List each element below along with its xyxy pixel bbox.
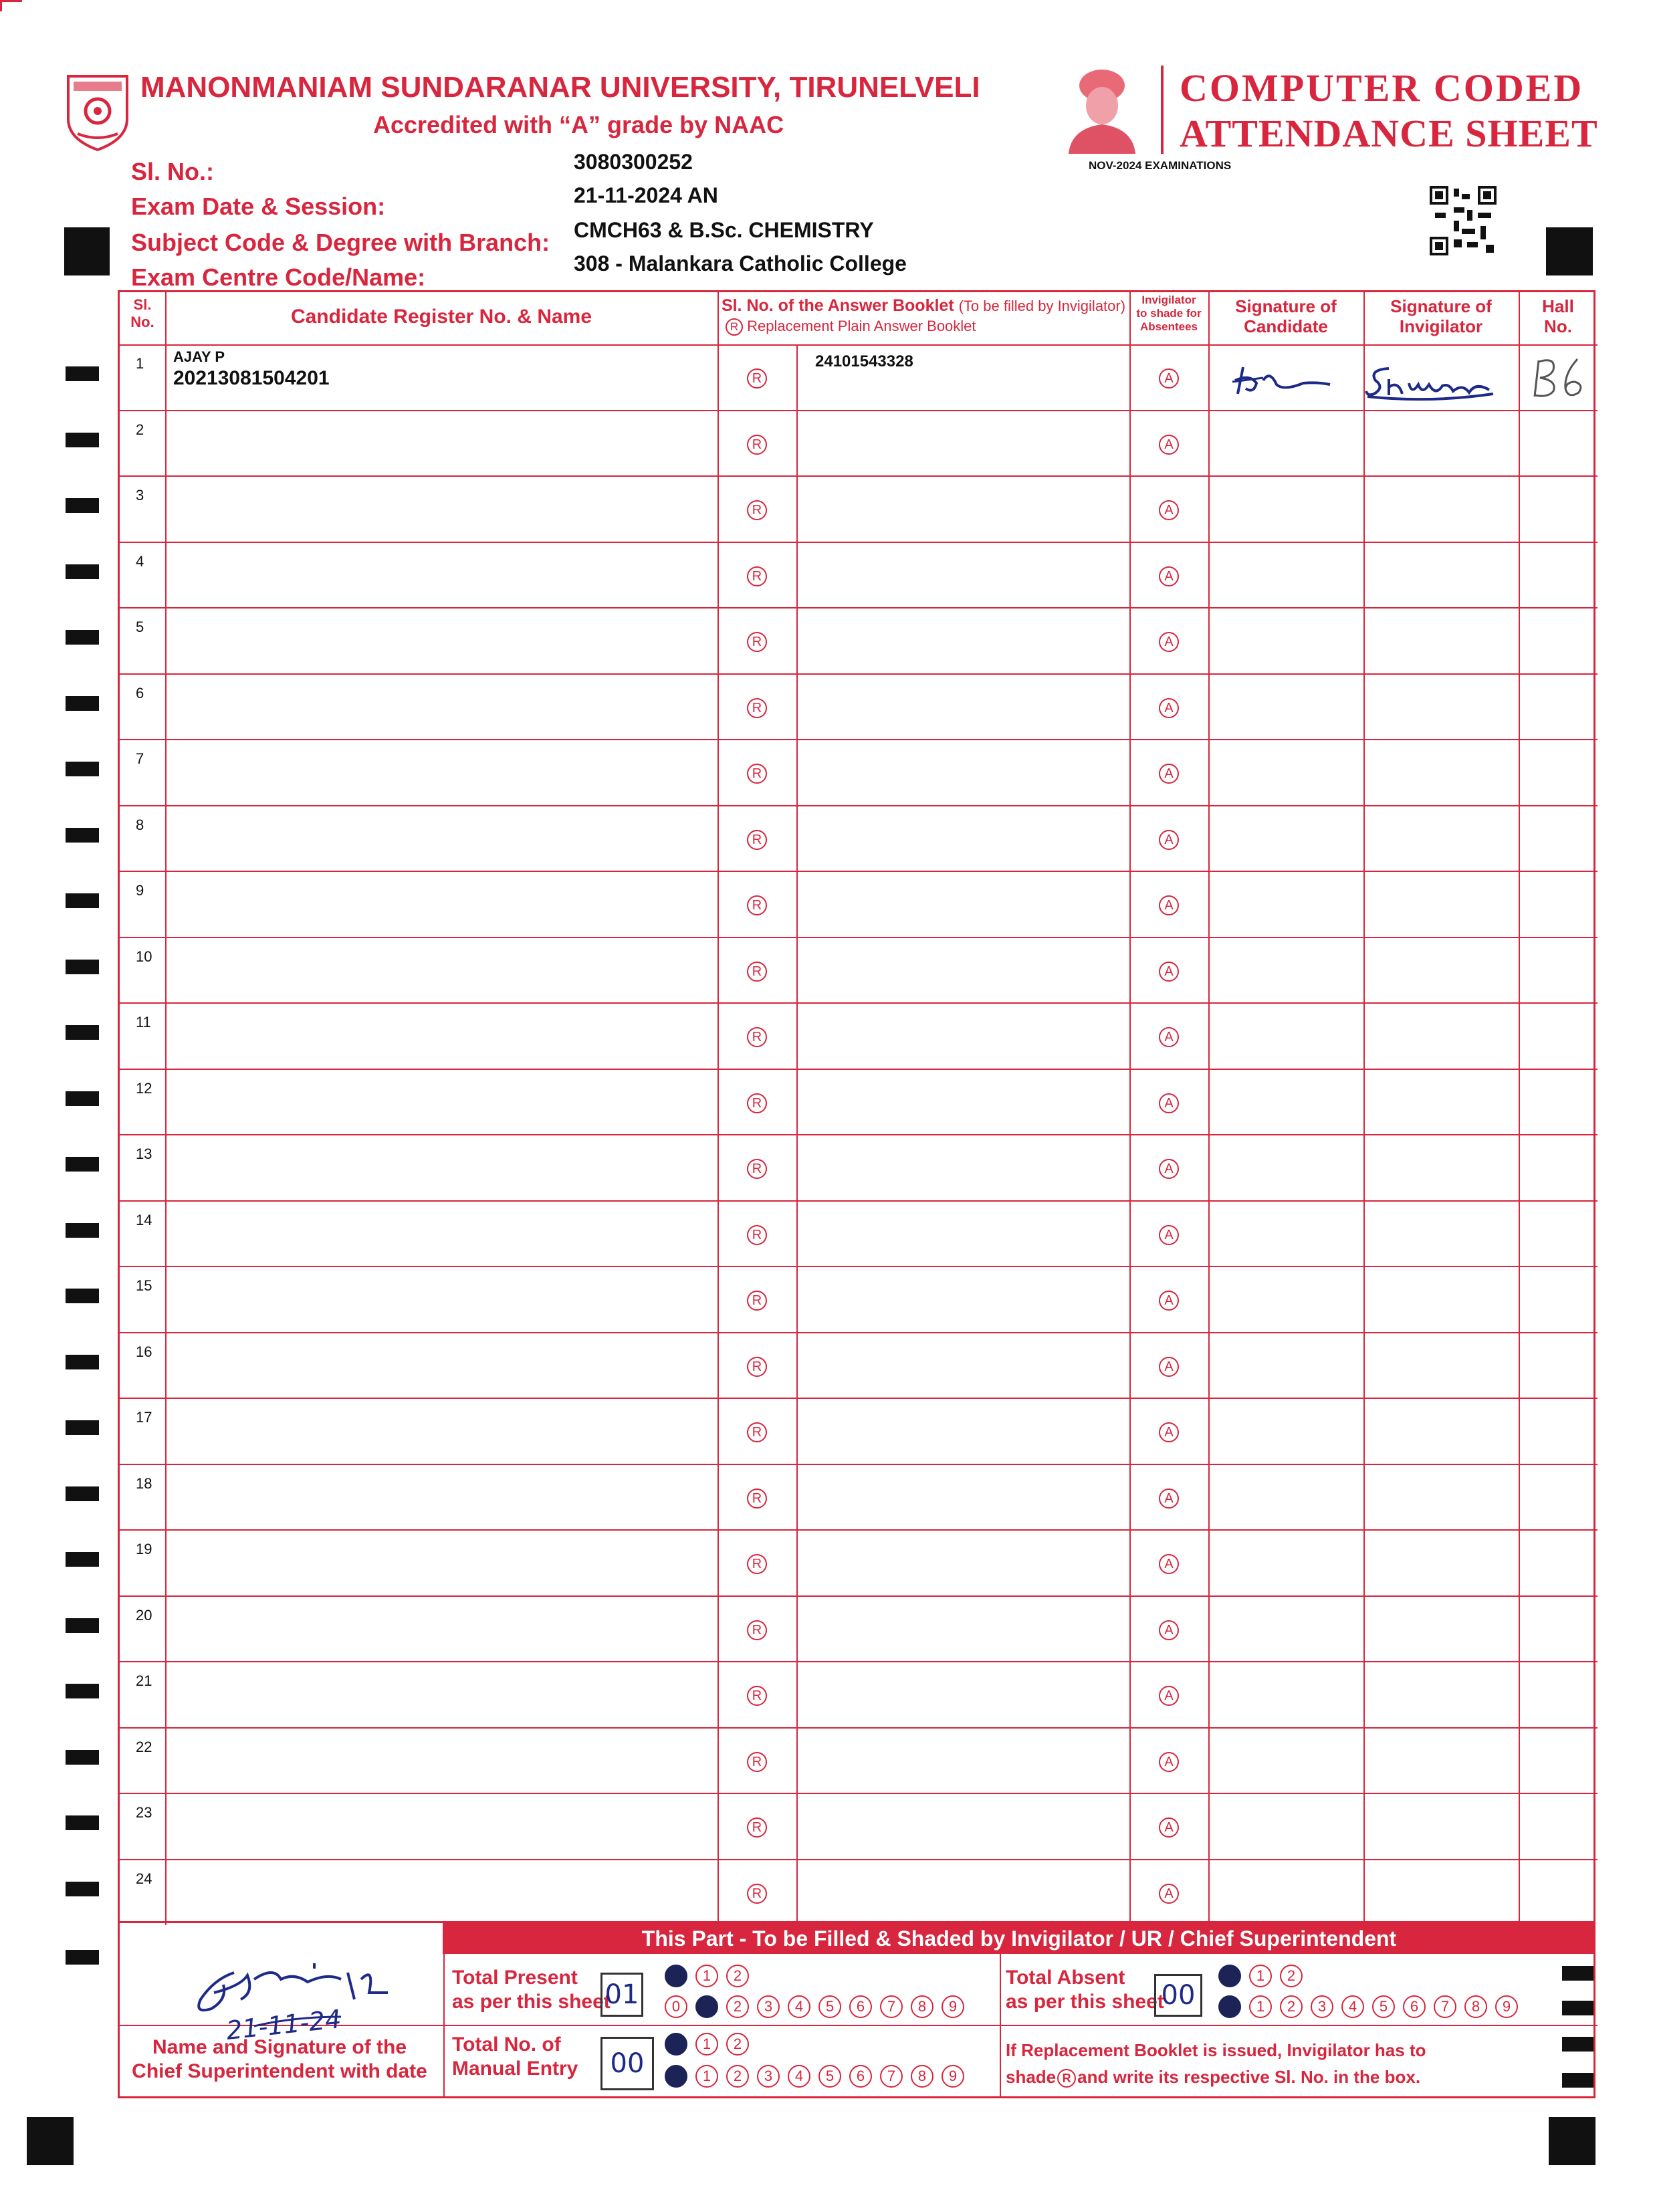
registration-mark — [27, 2117, 74, 2165]
replacement-bubble[interactable]: R — [747, 1817, 767, 1838]
row-sl-no: 1 — [136, 355, 144, 372]
absentee-bubble[interactable]: A — [1159, 435, 1179, 455]
timing-mark — [66, 1091, 99, 1106]
timing-mark — [66, 1223, 99, 1238]
exam-cycle: NOV-2024 EXAMINATIONS — [1089, 159, 1232, 172]
header-absentees: Invigilator to shade for Absentees — [1136, 294, 1202, 333]
timing-mark — [66, 630, 99, 645]
row-divider — [120, 475, 1597, 477]
replacement-bubble[interactable]: R — [747, 1225, 767, 1245]
units-digit-bubble[interactable]: 9 — [1495, 1995, 1518, 2018]
founder-portrait — [1062, 62, 1142, 154]
row-divider — [120, 1595, 1597, 1597]
university-name: MANONMANIAM SUNDARANAR UNIVERSITY, TIRUNELVELI — [140, 71, 980, 104]
replacement-bubble[interactable]: R — [747, 566, 767, 586]
units-digit-bubble[interactable]: 4 — [1341, 1995, 1364, 2018]
row-sl-no: 21 — [136, 1672, 152, 1689]
row-divider — [120, 1661, 1597, 1662]
total-absent-label: Total Absent as per this sheet — [1006, 1967, 1164, 2013]
units-digit-bubble[interactable]: 8 — [1464, 1995, 1487, 2018]
absentee-bubble[interactable]: A — [1159, 962, 1179, 982]
units-digit-bubble[interactable]: 1 — [1249, 1995, 1272, 2018]
absentee-bubble[interactable]: A — [1159, 1027, 1179, 1047]
row-sl-no: 16 — [136, 1343, 152, 1360]
registration-mark — [64, 227, 110, 275]
timing-mark — [66, 1684, 99, 1698]
row-divider — [120, 1002, 1597, 1004]
row-divider — [120, 410, 1597, 411]
row-sl-no: 3 — [136, 487, 144, 504]
replacement-bubble[interactable]: R — [747, 1554, 767, 1574]
row-sl-no: 18 — [136, 1474, 152, 1492]
row-divider — [120, 1332, 1597, 1333]
tens-digit-bubble[interactable]: 2 — [726, 1965, 749, 1987]
units-digit-bubble[interactable]: 7 — [880, 2065, 903, 2088]
header-signature-candidate: Signature of Candidate — [1235, 296, 1337, 336]
row-divider — [120, 542, 1597, 543]
replacement-bubble[interactable]: R — [747, 1093, 767, 1113]
units-digit-bubble[interactable]: 3 — [1311, 1995, 1333, 2018]
units-digit-bubble[interactable]: 2 — [1280, 1995, 1303, 2018]
units-digit-bubble[interactable]: 3 — [757, 1995, 780, 2018]
absentee-bubble[interactable]: A — [1159, 1357, 1179, 1377]
units-digit-bubble[interactable]: 8 — [911, 1995, 933, 2018]
replacement-r-icon: R — [1057, 2069, 1076, 2088]
absentee-bubble[interactable]: A — [1159, 830, 1179, 850]
row-sl-no: 2 — [136, 421, 144, 438]
replacement-r-icon: R — [726, 318, 743, 336]
row-sl-no: 23 — [136, 1804, 152, 1821]
header-booklet: Sl. No. of the Answer Booklet (To be filled by Invigilator) — [721, 296, 1126, 315]
row-sl-no: 22 — [136, 1738, 152, 1755]
timing-mark — [66, 1289, 99, 1303]
row-divider — [120, 739, 1597, 740]
replacement-bubble[interactable]: R — [747, 1884, 767, 1904]
units-digit-bubble[interactable]: 1 — [695, 2065, 718, 2088]
row-divider — [120, 607, 1597, 609]
booklet-number: 24101543328 — [815, 352, 913, 370]
registration-mark — [1546, 227, 1593, 275]
replacement-bubble[interactable]: R — [747, 698, 767, 718]
sl-no-value: 3080300252 — [574, 150, 693, 174]
absentee-bubble[interactable]: A — [1159, 895, 1179, 915]
invigilator-band: This Part - To be Filled & Shaded by Invigilator / UR / Chief Superintendent — [443, 1923, 1595, 1954]
replacement-bubble[interactable]: R — [747, 368, 767, 389]
centre-label: Exam Centre Code/Name: — [131, 263, 426, 291]
row-sl-no: 19 — [136, 1541, 152, 1557]
attendance-table — [118, 290, 1595, 1923]
row-sl-no: 17 — [136, 1409, 152, 1426]
timing-mark — [66, 1750, 99, 1765]
exam-date-value: 21-11-2024 AN — [574, 183, 718, 207]
tens-digit-bubble[interactable]: 2 — [726, 2033, 749, 2056]
sl-no-label: Sl. No.: — [131, 158, 214, 185]
tens-digit-bubble[interactable]: 1 — [695, 2033, 718, 2056]
header-replacement — [726, 318, 1127, 336]
row-divider — [120, 1464, 1597, 1465]
absentee-bubble[interactable]: A — [1159, 500, 1179, 520]
absentee-bubble[interactable]: A — [1159, 1752, 1179, 1772]
row-sl-no: 4 — [136, 552, 144, 570]
tens-digit-bubble[interactable]: 1 — [695, 1965, 718, 1987]
accreditation: Accredited with “A” grade by NAAC — [373, 111, 784, 138]
units-digit-bubble[interactable]: 6 — [849, 2065, 872, 2088]
timing-mark — [66, 366, 99, 381]
header-signature-invigilator: Signature of Invigilator — [1390, 296, 1492, 336]
replacement-bubble[interactable]: R — [747, 962, 767, 982]
units-digit-bubble[interactable]: 3 — [757, 2065, 780, 2088]
timing-mark — [66, 1157, 99, 1172]
register-number: 20213081504201 — [173, 367, 330, 389]
absentee-bubble[interactable]: A — [1159, 1817, 1179, 1838]
absentee-bubble[interactable]: A — [1159, 1291, 1179, 1311]
timing-mark — [66, 893, 99, 908]
replacement-bubble[interactable]: R — [747, 1357, 767, 1377]
absentee-bubble[interactable]: A — [1159, 1225, 1179, 1245]
header-hall-no: Hall No. — [1542, 296, 1574, 336]
sheet-title-line-2: ATTENDANCE SHEET — [1180, 112, 1598, 155]
units-digit-bubble[interactable]: 4 — [788, 2065, 810, 2088]
replacement-bubble[interactable]: R — [747, 1620, 767, 1640]
replacement-bubble[interactable]: R — [747, 895, 767, 915]
timing-mark — [66, 1882, 99, 1896]
row-sl-no: 8 — [136, 816, 144, 833]
row-divider — [120, 1859, 1597, 1860]
total-present-box[interactable]: 01 — [600, 1973, 643, 2017]
corner-mark — [0, 0, 22, 11]
units-digit-bubble[interactable]: 7 — [880, 1995, 903, 2018]
row-divider — [120, 1793, 1597, 1794]
replacement-bubble[interactable]: R — [747, 500, 767, 520]
timing-mark — [66, 1486, 99, 1501]
row-sl-no: 9 — [136, 882, 144, 899]
absentee-bubble[interactable]: A — [1159, 1884, 1179, 1904]
subject-label: Subject Code & Degree with Branch: — [131, 229, 550, 256]
units-digit-bubble[interactable]: 7 — [1434, 1995, 1456, 2018]
candidate-signature — [1223, 354, 1350, 401]
tens-digit-bubble[interactable]: 2 — [1280, 1965, 1303, 1987]
row-sl-no: 13 — [136, 1145, 152, 1162]
replacement-bubble[interactable]: R — [747, 1752, 767, 1772]
row-divider — [120, 1529, 1597, 1531]
row-divider — [120, 1727, 1597, 1729]
units-digit-bubble[interactable]: 8 — [911, 2065, 933, 2088]
replacement-bubble[interactable]: R — [747, 830, 767, 850]
absentee-bubble[interactable]: A — [1159, 1093, 1179, 1113]
total-absent-box[interactable]: 00 — [1154, 1974, 1202, 2017]
absentee-bubble[interactable]: A — [1159, 1554, 1179, 1574]
timing-mark — [66, 1618, 99, 1633]
qr-code — [1430, 186, 1497, 255]
timing-mark — [66, 1420, 99, 1435]
sheet-title-line-1: COMPUTER CODED — [1180, 66, 1584, 110]
header-candidate: Candidate Register No. & Name — [290, 306, 592, 328]
replacement-bubble[interactable]: R — [747, 1159, 767, 1179]
row-sl-no: 24 — [136, 1870, 152, 1887]
absentee-bubble[interactable]: A — [1159, 764, 1179, 784]
replacement-bubble[interactable]: R — [747, 1291, 767, 1311]
row-divider — [120, 1134, 1597, 1135]
units-digit-bubble[interactable]: 5 — [1372, 1995, 1395, 2018]
replacement-bubble[interactable]: R — [747, 1488, 767, 1509]
replacement-bubble[interactable]: R — [747, 1422, 767, 1442]
header-sl-no: Sl. No. — [130, 296, 154, 330]
row-divider — [120, 1266, 1597, 1267]
timing-mark — [66, 1950, 99, 1965]
units-digit-bubble[interactable]: 9 — [942, 1995, 964, 2018]
absentee-bubble[interactable]: A — [1159, 1159, 1179, 1179]
timing-mark — [66, 828, 99, 843]
timing-mark — [66, 762, 99, 776]
units-digit-bubble[interactable]: 9 — [942, 2065, 964, 2088]
units-digit-bubble[interactable]: 0 — [665, 1995, 687, 2018]
absentee-bubble[interactable]: A — [1159, 1488, 1179, 1509]
total-present-label: Total Present as per this sheet — [452, 1967, 611, 2013]
absentee-bubble[interactable]: A — [1159, 698, 1179, 718]
row-divider — [120, 871, 1597, 872]
subject-value: CMCH63 & B.Sc. CHEMISTRY — [574, 218, 874, 242]
replacement-label: Replacement Plain Answer Booklet — [747, 318, 976, 334]
units-digit-bubble[interactable]: 2 — [726, 2065, 749, 2088]
absentee-bubble[interactable]: A — [1159, 566, 1179, 586]
units-digit-bubble[interactable] — [1218, 1995, 1241, 2018]
row-divider — [120, 1069, 1597, 1070]
tens-digit-bubble[interactable] — [665, 1965, 687, 1987]
timing-mark — [66, 960, 99, 974]
timing-mark — [66, 696, 99, 711]
timing-mark — [66, 1355, 99, 1369]
chief-date: 21-11-24 — [225, 2004, 343, 2045]
row-sl-no: 14 — [136, 1211, 152, 1228]
replacement-bubble[interactable]: R — [747, 435, 767, 455]
tens-digit-bubble[interactable] — [1218, 1965, 1241, 1987]
row-sl-no: 20 — [136, 1606, 152, 1624]
university-logo — [64, 72, 131, 154]
row-sl-no: 6 — [136, 684, 144, 701]
timing-mark — [66, 1552, 99, 1567]
absentee-bubble[interactable]: A — [1159, 368, 1179, 389]
hall-number-handwritten — [1524, 354, 1593, 401]
timing-mark — [66, 1025, 99, 1040]
row-sl-no: 7 — [136, 750, 144, 767]
replacement-bubble[interactable]: R — [747, 764, 767, 784]
absentee-bubble[interactable]: A — [1159, 1620, 1179, 1640]
hall-number-value — [1597, 292, 1598, 293]
timing-mark — [66, 564, 99, 579]
replacement-bubble[interactable]: R — [747, 1686, 767, 1706]
units-digit-bubble[interactable] — [695, 1995, 718, 2018]
title-divider — [1161, 66, 1164, 154]
units-digit-bubble[interactable] — [665, 2065, 687, 2088]
row-divider — [120, 673, 1597, 675]
units-digit-bubble[interactable]: 5 — [818, 1995, 841, 2018]
units-digit-bubble[interactable]: 6 — [849, 1995, 872, 2018]
absentee-bubble[interactable]: A — [1159, 632, 1179, 652]
row-divider — [120, 805, 1597, 806]
row-sl-no: 10 — [136, 948, 152, 965]
row-sl-no: 5 — [136, 619, 144, 635]
registration-mark — [1549, 2117, 1595, 2165]
row-divider — [120, 937, 1597, 938]
manual-entry-box[interactable]: 00 — [600, 2037, 654, 2090]
units-digit-bubble[interactable]: 6 — [1403, 1995, 1426, 2018]
units-digit-bubble[interactable]: 2 — [726, 1995, 749, 2018]
manual-entry-label: Total No. of Manual Entry — [452, 2033, 578, 2080]
timing-mark — [66, 433, 99, 447]
timing-mark — [66, 498, 99, 513]
tens-digit-bubble[interactable]: 1 — [1249, 1965, 1272, 1987]
replacement-bubble[interactable]: R — [747, 1027, 767, 1047]
row-sl-no: 12 — [136, 1079, 152, 1097]
timing-mark — [66, 1815, 99, 1830]
chief-label: Name and Signature of the Chief Superintendent with date — [132, 2036, 427, 2082]
row-sl-no: 11 — [136, 1014, 151, 1030]
absentee-bubble[interactable]: A — [1159, 1686, 1179, 1706]
row-divider — [120, 1398, 1597, 1399]
invigilator-signature — [1362, 356, 1516, 403]
replacement-bubble[interactable]: R — [747, 632, 767, 652]
centre-value: 308 - Malankara Catholic College — [574, 251, 907, 275]
absentee-bubble[interactable]: A — [1159, 1422, 1179, 1442]
exam-date-label: Exam Date & Session: — [131, 193, 386, 220]
units-digit-bubble[interactable]: 4 — [788, 1995, 810, 2018]
candidate-name: AJAY P — [173, 348, 225, 365]
row-divider — [120, 1200, 1597, 1202]
tens-digit-bubble[interactable] — [665, 2033, 687, 2056]
row-sl-no: 15 — [136, 1277, 152, 1294]
units-digit-bubble[interactable]: 5 — [818, 2065, 841, 2088]
replacement-note: If Replacement Booklet is issued, Invigilator has to shade R and write its respective Sl. No. in the box. — [1006, 2040, 1426, 2087]
